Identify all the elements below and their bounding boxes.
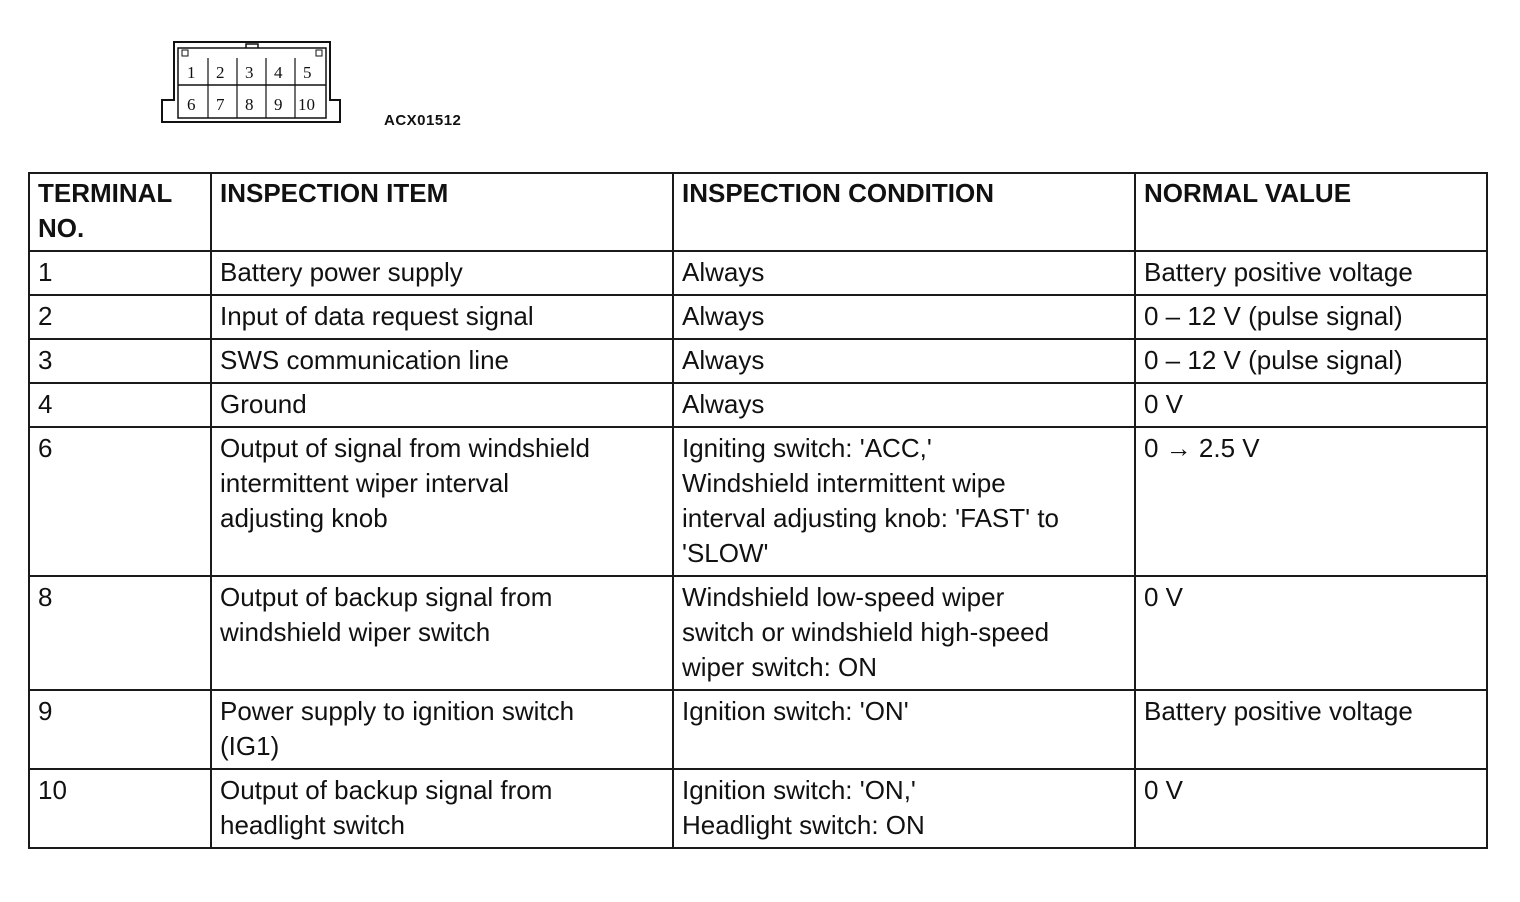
cell-item: Ground (211, 383, 673, 427)
cell-value: 0 V (1135, 383, 1487, 427)
table-row (29, 427, 1487, 576)
cell-value: 0 V (1135, 576, 1487, 690)
cell-value: Battery positive voltage (1135, 690, 1487, 769)
pin-label: 9 (274, 95, 283, 114)
connector-diagram (160, 40, 342, 124)
table-row (29, 339, 1487, 383)
cell-item: SWS communication line (211, 339, 673, 383)
pin-label: 10 (298, 95, 315, 114)
cell-item: Output of signal from windshield intermittent wiper interval adjusting knob (211, 427, 673, 576)
cell-terminal: 4 (29, 383, 211, 427)
table-row (29, 576, 1487, 690)
pin-label: 1 (187, 63, 196, 82)
header-normal-value: NORMAL VALUE (1135, 173, 1487, 251)
cell-value: 0 – 12 V (pulse signal) (1135, 339, 1487, 383)
figure-code: ACX01512 (384, 112, 462, 129)
pin-label: 3 (245, 63, 254, 82)
cell-condition: Always (673, 251, 1135, 295)
cell-value: Battery positive voltage (1135, 251, 1487, 295)
cell-terminal: 1 (29, 251, 211, 295)
pin-label: 4 (274, 63, 283, 82)
cell-terminal: 8 (29, 576, 211, 690)
header-terminal-no: TERMINAL NO. (29, 173, 211, 251)
pin-label: 6 (187, 95, 196, 114)
cell-condition: Ignition switch: 'ON,' Headlight switch: ON (673, 769, 1135, 848)
header-inspection-condition: INSPECTION CONDITION (673, 173, 1135, 251)
pin-label: 7 (216, 95, 225, 114)
cell-condition: Ignition switch: 'ON' (673, 690, 1135, 769)
header-inspection-item: INSPECTION ITEM (211, 173, 673, 251)
cell-item: Input of data request signal (211, 295, 673, 339)
pin-label: 5 (303, 63, 312, 82)
connector-outline (160, 40, 342, 124)
cell-condition: Windshield low-speed wiper switch or windshield high-speed wiper switch: ON (673, 576, 1135, 690)
cell-terminal: 2 (29, 295, 211, 339)
cell-terminal: 10 (29, 769, 211, 848)
cell-condition: Always (673, 295, 1135, 339)
cell-condition: Always (673, 339, 1135, 383)
cell-condition: Igniting switch: 'ACC,' Windshield intermittent wipe interval adjusting knob: 'FAST' to 'SLOW' (673, 427, 1135, 576)
table-row (29, 251, 1487, 295)
table-header-row (29, 173, 1487, 251)
cell-item: Output of backup signal from headlight switch (211, 769, 673, 848)
cell-terminal: 3 (29, 339, 211, 383)
cell-value: 0 V (1135, 769, 1487, 848)
cell-condition: Always (673, 383, 1135, 427)
cell-item: Battery power supply (211, 251, 673, 295)
cell-value: 0 → 2.5 V (1135, 427, 1487, 576)
cell-terminal: 6 (29, 427, 211, 576)
cell-value: 0 – 12 V (pulse signal) (1135, 295, 1487, 339)
table-row (29, 690, 1487, 769)
pin-label: 2 (216, 63, 225, 82)
table-row (29, 383, 1487, 427)
inspection-table (28, 172, 1488, 849)
table-row (29, 769, 1487, 848)
pin-label: 8 (245, 95, 254, 114)
cell-item: Power supply to ignition switch (IG1) (211, 690, 673, 769)
table-row (29, 295, 1487, 339)
cell-terminal: 9 (29, 690, 211, 769)
cell-item: Output of backup signal from windshield wiper switch (211, 576, 673, 690)
